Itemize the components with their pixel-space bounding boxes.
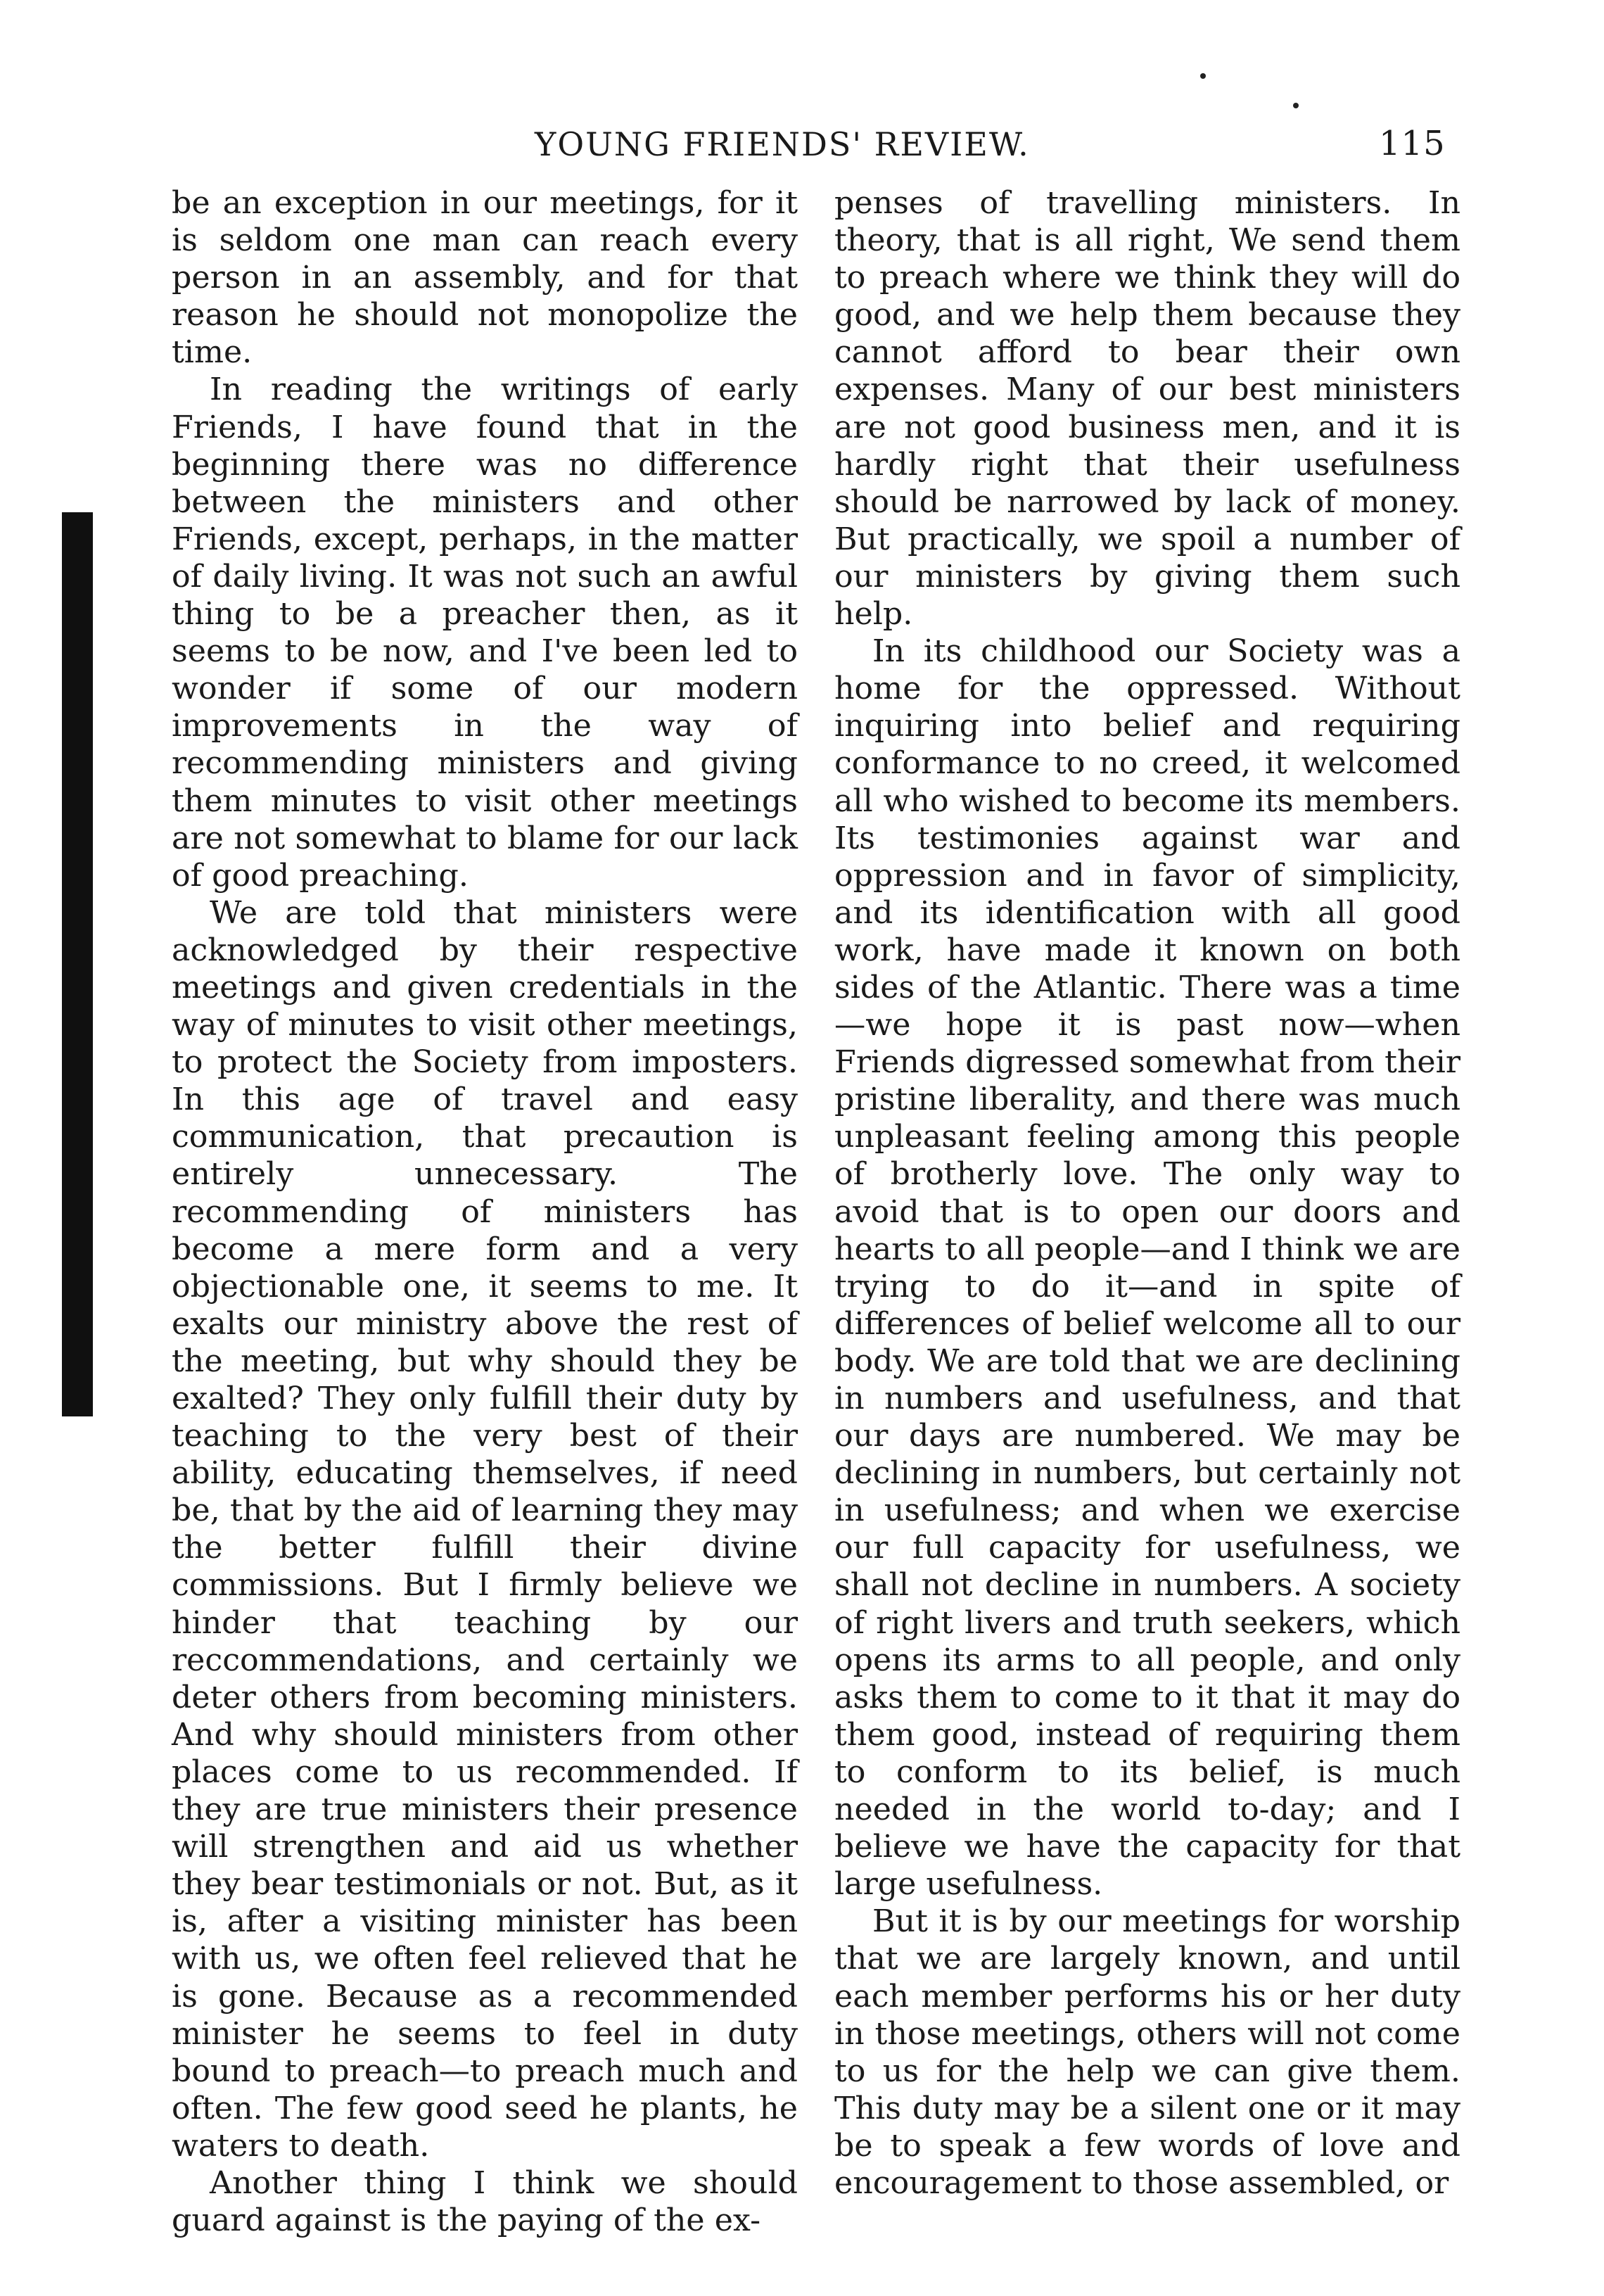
paragraph: In its childhood our Society was a home for the oppressed. Without inquiring into belief and requiring conformance to no creed, it welcomed all who wished to become its members. Its testimonies against war and oppression and in favor of simplicity, and its identification with all good work, have made it known on both sides of the Atlantic. There was a time—we hope it is past now—when Friends digressed somewhat from their pristine liberality, and there was much unpleasant feeling among this people of brotherly love. The only way to avoid that is to open our doors and hearts to all people—and I think we are trying to do it—and in spite of differences of belief welcome all to our body. We are told that we are declining in numbers and usefulness, and that our days are numbered. We may be declining in numbers, but certainly not in usefulness; and when we exercise our full capacity for usefulness, we shall not decline in numbers. A society of right livers and truth seekers, which opens its arms to all people, and only asks them to come to it that it may do them good, instead of requiring them to conform to its belief, is much needed in the world to-day; and I believe we have the capacity for that large usefulness.: [834, 633, 1460, 1903]
paragraph: But it is by our meetings for worship that we are largely known, and until each member performs his or her duty in those meetings, others will not come to us for the help we can give them. This duty may be a silent one or it may be to speak a few words of love and encouragement to those assembled, or: [834, 1903, 1460, 2201]
paragraph: In reading the writings of early Friends, I have found that in the beginning there was no difference between the ministers and other Friends, except, perhaps, in the matter of daily living. It was not such an awful thing to be a preacher then, as it seems to be now, and I've been led to wonder if some of our modern improvements in the way of recommending ministers and giving them minutes to visit other meetings are not somewhat to blame for our lack of good preaching.: [172, 372, 798, 894]
paragraph: Another thing I think we should guard against is the paying of the ex-: [172, 2164, 798, 2239]
scan-speck: [1200, 73, 1206, 79]
running-title: YOUNG FRIENDS' REVIEW.: [535, 125, 1030, 163]
page-number: 115: [1379, 124, 1446, 163]
paragraph: We are told that ministers were acknowledged by their respective meetings and given credentials in the way of minutes to visit other meetings, to protect the Society from imposters. In this age of travel and easy communication, that precaution is entirely unnecessary. The recommending of ministers has become a mere form and a very objectionable one, it seems to me. It exalts our ministry above the rest of the meeting, but why should they be exalted? They only fulfill their duty by teaching to the very best of their ability, educating themselves, if need be, that by the aid of learning they may the better fulfill their divine commissions. But I firmly believe we hinder that teaching by our reccommendations, and certainly we deter others from becoming ministers. And why should ministers from other places come to us recommended. If they are true ministers their presence will strengthen and aid us whether they bear testimonials or not. But, as it is, after a visiting minister has been with us, we often feel relieved that he is gone. Because as a recommended minister he seems to feel in duty bound to preach—to preach much and often. The few good seed he plants, he waters to death.: [172, 894, 798, 2164]
right-column: [834, 184, 1460, 2202]
left-column: [172, 184, 798, 2239]
paragraph: be an exception in our meetings, for it is seldom one man can reach every person in an assembly, and for that reason he should not monopolize the time.: [172, 185, 798, 371]
binding-shadow: [62, 512, 93, 1416]
scan-speck: [1293, 103, 1299, 108]
paragraph: penses of travelling ministers. In theory, that is all right, We send them to preach where we think they will do good, and we help them because they cannot afford to bear their own expenses. Many of our best ministers are not good business men, and it is hardly right that their usefulness should be narrowed by lack of money. But practically, we spoil a number of our ministers by giving them such help.: [834, 185, 1460, 633]
